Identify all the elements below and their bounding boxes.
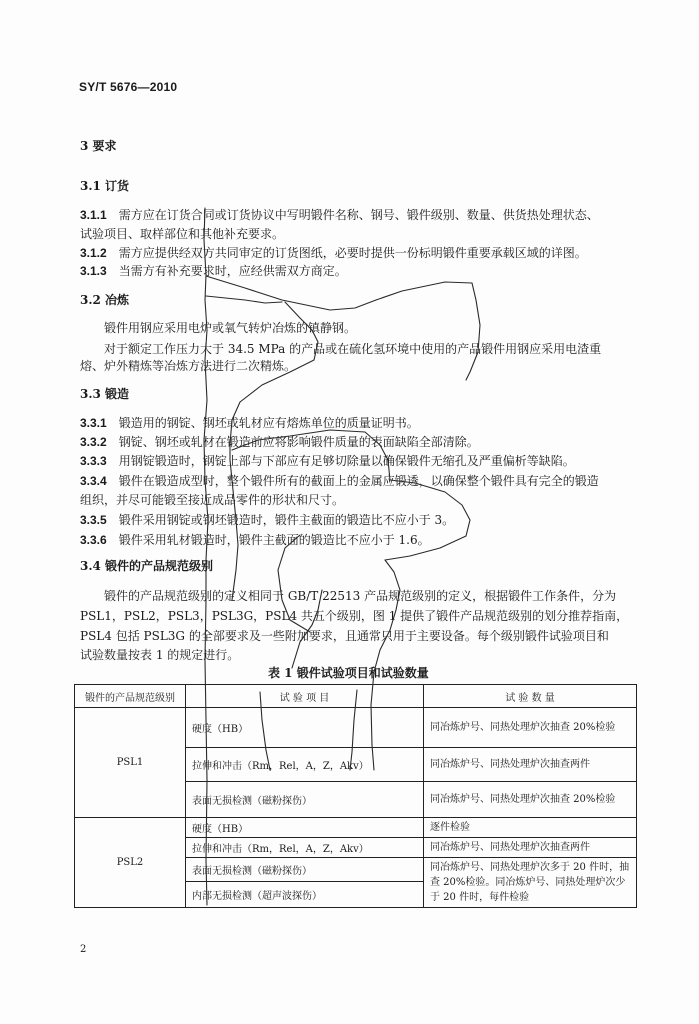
clause-text: 锻件采用钢锭或钢坯锻造时，锻件主截面的锻造比不应小于 3。 xyxy=(118,513,455,527)
psl-para-line-3: PSL4 包括 PSL3G 的全部要求及一些附加要求，且通常只用于主要设备。每个级别锻件试验项目和 xyxy=(80,629,609,643)
header-quantity: 试 验 数 量 xyxy=(424,685,637,708)
pen-stroke xyxy=(206,276,472,310)
section-3-4-heading: 3.4 锻件的产品规范级别 xyxy=(80,559,214,573)
item-cell: 硬度（HB） xyxy=(186,708,424,748)
quantity-cell-merged: 同冶炼炉号、同热处理炉次多于 20 件时，抽查 20%检验。同冶炼炉号、同热处理炉次少于 20 件时，每件检验 xyxy=(424,858,637,908)
clause-number: 3.3.1 xyxy=(80,416,107,430)
clause-number: 3.1.1 xyxy=(80,208,107,222)
clause-3-3-4-cont: 组织，并尽可能锻至接近成品零件的形状和尺寸。 xyxy=(80,493,345,507)
pen-stroke xyxy=(390,480,470,536)
header-item: 试 验 项 目 xyxy=(186,685,424,708)
psl-para-line-1: 锻件的产品规范级别的定义相同于 GB/T 22513 产品规范级别的定义，根据锻件工作条件，分为 xyxy=(104,589,617,603)
pen-stroke xyxy=(350,690,357,770)
clause-3-1-1-cont: 试验项目、取样部位和其他补充要求。 xyxy=(80,227,285,241)
psl-para-line-4: 试验数量按表 1 的规定进行。 xyxy=(80,648,240,662)
section-3-3-heading: 3.3 锻造 xyxy=(80,387,130,401)
smelting-para-1: 锻件用钢应采用电炉或氧气转炉冶炼的镇静钢。 xyxy=(104,321,357,335)
pen-stroke xyxy=(278,535,310,632)
psl-para-line-2: PSL1，PSL2，PSL3，PSL3G，PSL4 共五个级别，图 1 提供了锻件产品规范级别的划分推荐指南， xyxy=(80,609,629,623)
quantity-cell: 逐件检验 xyxy=(424,818,637,838)
table-1-title: 表 1 锻件试验项目和试验数量 xyxy=(268,666,429,680)
clause-text: 用钢锭锻造时，钢锭上部与下部应有足够切除量以确保锻件无缩孔及严重偏析等缺陷。 xyxy=(118,454,575,468)
clause-number: 3.3.2 xyxy=(80,435,107,449)
clause-number: 3.3.5 xyxy=(80,513,107,527)
clause-number: 3.3.3 xyxy=(80,454,107,468)
item-cell: 硬度（HB） xyxy=(186,818,424,838)
section-3-1-heading: 3.1 订货 xyxy=(80,179,130,193)
pen-stroke xyxy=(466,362,474,380)
standard-code: SY/T 5676—2010 xyxy=(79,80,178,94)
clause-number: 3.3.4 xyxy=(80,474,107,488)
item-cell: 拉伸和冲击（Rm，Rel，A，Z，Akv） xyxy=(186,748,424,782)
clause-number: 3.1.2 xyxy=(80,246,107,260)
level-cell-psl2: PSL2 xyxy=(75,818,186,908)
section-3-heading: 3 要求 xyxy=(80,139,117,153)
item-cell: 表面无损检测（磁粉探伤） xyxy=(186,858,424,882)
header-level: 锻件的产品规范级别 xyxy=(75,685,186,708)
pen-stroke xyxy=(204,208,208,905)
clause-text: 需方应在订货合同或订货协议中写明锻件名称、钢号、锻件级别、数量、供货热处理状态、 xyxy=(118,208,599,222)
quantity-cell: 同冶炼炉号、同热处理炉次抽查 20%检验 xyxy=(424,782,637,818)
pen-stroke xyxy=(230,302,318,460)
clause-text: 锻件采用轧材锻造时，锻件主截面的锻造比不应小于 1.6。 xyxy=(118,533,430,547)
pen-stroke xyxy=(206,296,282,303)
pen-stroke xyxy=(292,590,322,668)
item-cell: 表面无损检测（磁粉探伤） xyxy=(186,782,424,818)
clause-text: 锻造用的钢锭、钢坯或轧材应有熔炼单位的质量证明书。 xyxy=(118,416,419,430)
page-number: 2 xyxy=(80,944,87,955)
clause-text: 需方应提供经双方共同审定的订货图纸，必要时提供一份标明锻件重要承载区域的详图。 xyxy=(118,246,587,260)
smelting-para-2: 对于额定工作压力大于 34.5 MPa 的产品或在硫化氢环境中使用的产品锻件用钢应采用电渣重 xyxy=(104,342,602,356)
pen-stroke xyxy=(385,536,466,560)
quantity-cell: 同冶炼炉号、同热处理炉次抽查 20%检验 xyxy=(424,708,637,748)
pen-stroke xyxy=(232,430,390,480)
quantity-cell: 同冶炼炉号、同热处理炉次抽查两件 xyxy=(424,838,637,858)
clause-text: 当需方有补充要求时，应经供需双方商定。 xyxy=(118,264,347,278)
pen-stroke xyxy=(260,692,270,770)
clause-text: 锻件在锻造成型时，整个锻件所有的截面上的金属应锻透，以确保整个锻件具有完全的锻造 xyxy=(118,474,599,488)
quantity-cell: 同冶炼炉号、同热处理炉次抽查两件 xyxy=(424,748,637,782)
smelting-para-2-cont: 熔、炉外精炼等冶炼方法进行二次精炼。 xyxy=(80,359,297,373)
pen-stroke xyxy=(230,460,238,600)
pen-stroke xyxy=(472,283,480,362)
section-3-2-heading: 3.2 冶炼 xyxy=(80,293,130,307)
clause-number: 3.3.6 xyxy=(80,533,107,547)
item-cell: 拉伸和冲击（Rm，Rel，A，Z，Akv） xyxy=(186,838,424,858)
clause-text: 钢锭、钢坯或轧材在锻造前应将影响锻件质量的表面缺陷全部清除。 xyxy=(118,435,479,449)
item-cell: 内部无损检测（超声波探伤） xyxy=(186,882,424,908)
pen-stroke xyxy=(371,560,400,770)
clause-number: 3.1.3 xyxy=(80,264,107,278)
level-cell-psl1: PSL1 xyxy=(75,708,186,818)
